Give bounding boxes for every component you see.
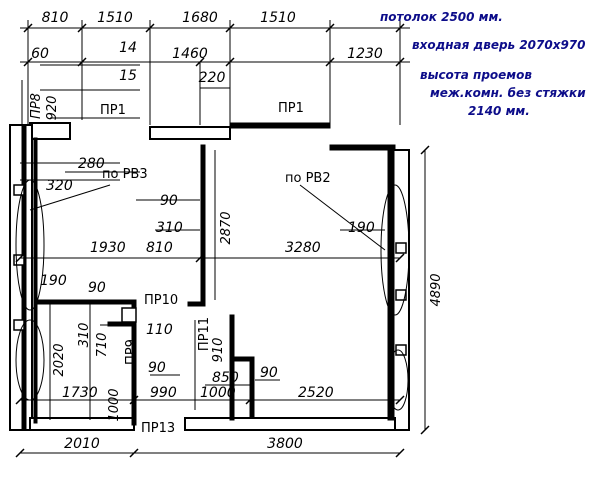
dim-4890: 4890 — [429, 273, 444, 307]
dim-top-row2-1: 60 — [31, 46, 49, 62]
dim-1000-a: 1000 — [107, 388, 122, 422]
wall-top-mid — [150, 127, 230, 139]
mark-220: 220 — [198, 70, 226, 86]
dim-190-a: 190 — [348, 220, 375, 236]
dim-3280: 3280 — [285, 240, 321, 256]
note-openings-1: высота проемов — [420, 68, 532, 82]
dim-310-b: 310 — [77, 322, 92, 348]
wall-top-right — [330, 145, 395, 150]
dim-90-a: 90 — [160, 193, 178, 209]
dim-910: 910 — [211, 337, 226, 363]
wall-bottom-right — [185, 418, 395, 430]
mark-15: 15 — [119, 68, 137, 84]
dim-top-1: 810 — [41, 10, 69, 26]
dim-1000-b: 1000 — [200, 385, 236, 401]
dim-90-d: 90 — [260, 365, 278, 381]
label-pr13: ПР13 — [141, 421, 176, 436]
dim-810: 810 — [146, 240, 173, 256]
dim-190-b: 190 — [40, 273, 67, 289]
label-pr11: ПР11 — [197, 316, 212, 352]
wall-left-outer — [10, 125, 32, 430]
wall-top-left — [30, 123, 70, 139]
dim-top-4: 1510 — [260, 10, 296, 26]
dim-710: 710 — [95, 332, 110, 358]
note-ceiling: потолок 2500 мм. — [380, 10, 503, 24]
dim-850: 850 — [212, 370, 239, 386]
label-pr9: ПР9 — [124, 339, 139, 365]
label-pr1-left: ПР1 — [100, 103, 126, 118]
dim-2870: 2870 — [219, 211, 234, 245]
dim-top-row2-2: 1460 — [172, 46, 208, 62]
dim-90-b: 90 — [88, 280, 106, 296]
dim-bottom-3800: 3800 — [267, 436, 303, 452]
dim-320: 320 — [46, 178, 73, 194]
dim-top-3: 1680 — [182, 10, 218, 26]
note-entrance-door: входная дверь 2070х970 — [412, 38, 586, 52]
partition-h1 — [36, 300, 136, 304]
dim-2020: 2020 — [52, 343, 67, 377]
dim-bottom-2010: 2010 — [64, 436, 100, 452]
callout-rv2: по РВ2 — [285, 171, 331, 186]
label-pr10: ПР10 — [144, 293, 179, 308]
note-openings-2: меж.комн. без стяжки — [430, 86, 586, 100]
dim-920: 920 — [45, 95, 60, 121]
label-pr8: ПР8 — [29, 93, 44, 119]
label-pr1-right: ПР1 — [278, 101, 304, 116]
dim-90-c: 90 — [148, 360, 166, 376]
dim-990: 990 — [150, 385, 177, 401]
dim-top-row2-3: 1230 — [347, 46, 383, 62]
dim-1730: 1730 — [62, 385, 98, 401]
dim-top-2: 1510 — [97, 10, 133, 26]
dim-110: 110 — [146, 322, 173, 338]
dim-310-a: 310 — [156, 220, 183, 236]
dim-2520: 2520 — [298, 385, 334, 401]
partition-center — [201, 145, 205, 305]
callout-rv3: по РВ3 — [102, 167, 148, 182]
dim-280: 280 — [78, 156, 105, 172]
partition-v2 — [230, 315, 234, 420]
dim-1930: 1930 — [90, 240, 126, 256]
mark-14: 14 — [119, 40, 137, 56]
note-openings-3: 2140 мм. — [468, 104, 530, 118]
